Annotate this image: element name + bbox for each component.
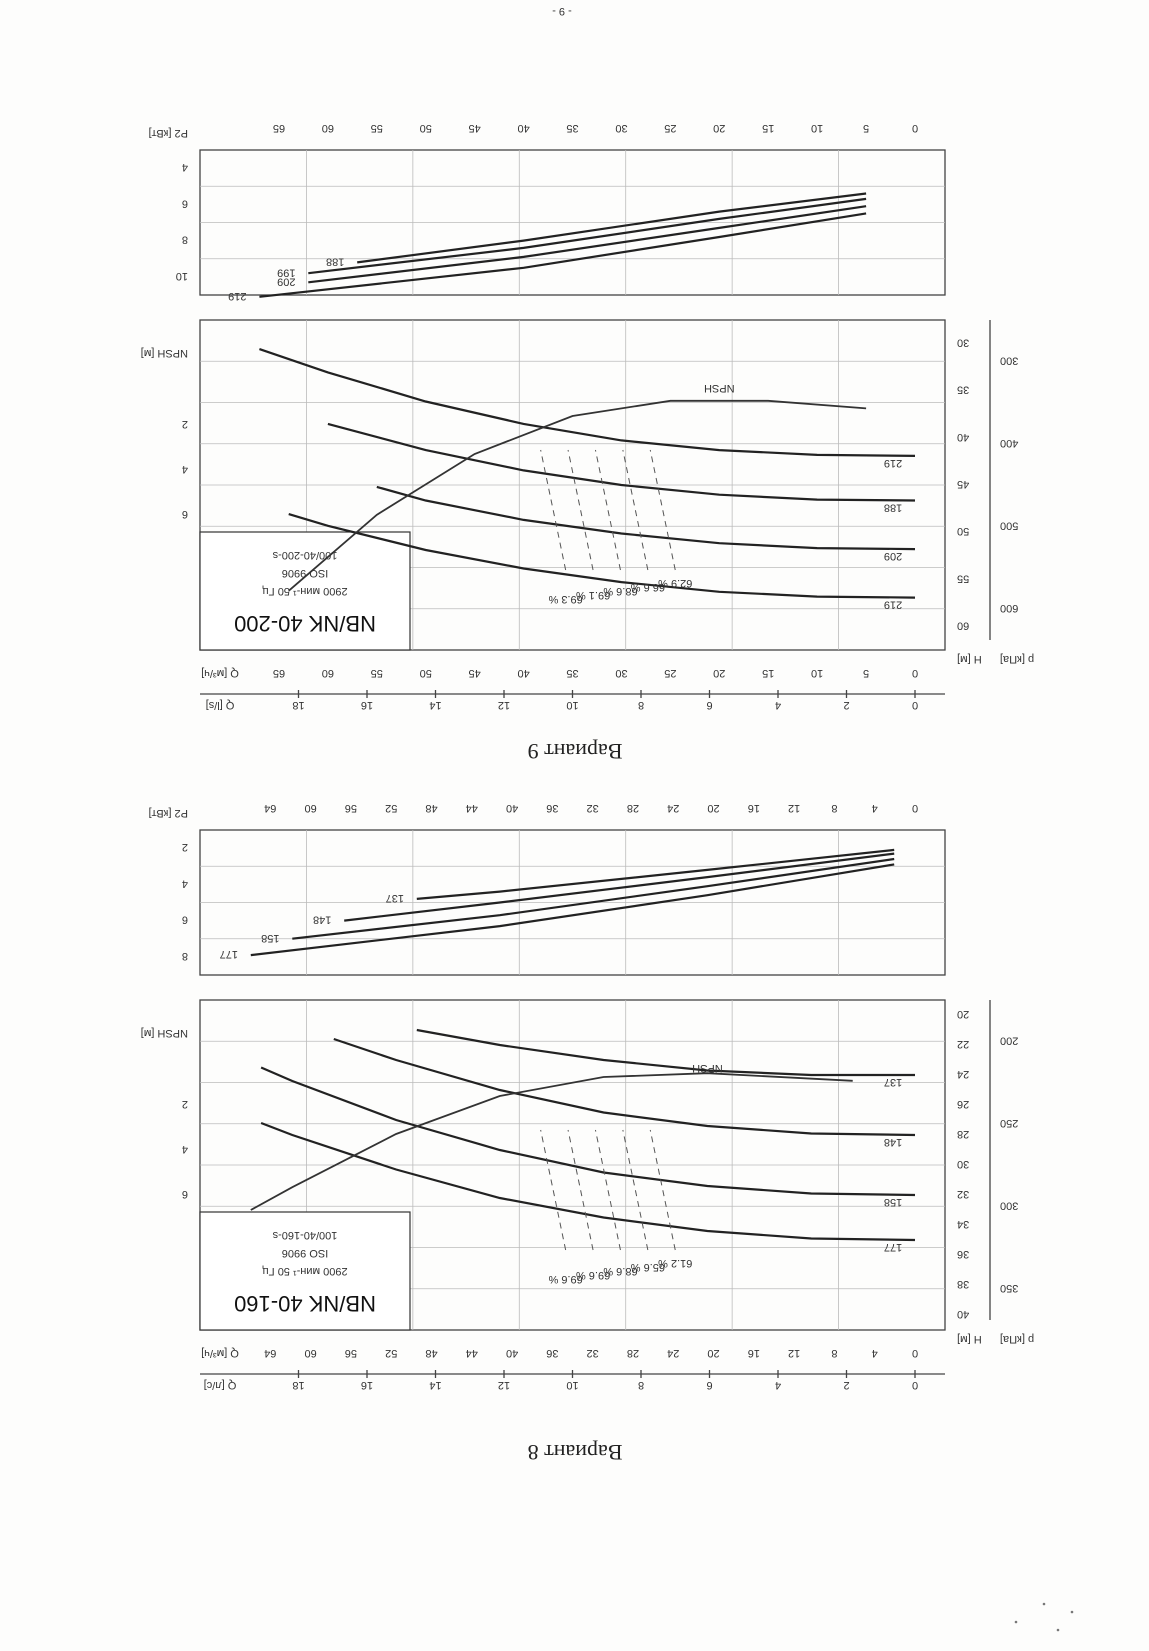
h-axis-label: H [м] xyxy=(957,1333,982,1345)
h-tick: 20 xyxy=(957,1008,970,1020)
power-curve-label: 219 xyxy=(228,289,247,302)
npsh-tick: 2 xyxy=(181,1098,188,1110)
p-tick: 350 xyxy=(1000,1281,1019,1294)
scan-speck xyxy=(1057,1629,1060,1632)
q-ls-tick: 2 xyxy=(843,699,850,711)
head-curve-label: 158 xyxy=(883,1196,903,1208)
p2-axis-label: P2 [кВт] xyxy=(148,127,188,139)
p-tick: 250 xyxy=(1000,1116,1019,1129)
efficiency-line xyxy=(650,450,675,570)
q-m3h-tick: 32 xyxy=(586,1347,599,1359)
q-m3h-tick-lower: 12 xyxy=(787,802,801,814)
q-m3h-tick: 30 xyxy=(615,667,628,679)
h-tick: 40 xyxy=(957,1308,970,1320)
h-tick: 24 xyxy=(957,1068,970,1080)
p-tick: 200 xyxy=(1000,1034,1019,1047)
power-curve-label: 158 xyxy=(261,931,280,944)
efficiency-label: 62.9 % xyxy=(658,577,693,589)
efficiency-label: 68.6 % xyxy=(603,585,638,597)
q-m3h-tick: 45 xyxy=(468,667,481,679)
efficiency-line xyxy=(541,450,566,570)
q-m3h-axis-label: Q [м³/ч] xyxy=(201,667,239,679)
npsh-axis-label: NPSH [м] xyxy=(140,1027,188,1039)
efficiency-line xyxy=(568,1130,593,1250)
head-curve xyxy=(377,487,915,549)
p-tick: 600 xyxy=(1000,601,1019,614)
q-m3h-tick-lower: 65 xyxy=(272,122,286,134)
chart-info-line: ISO 9906 xyxy=(281,1247,329,1259)
q-ls-tick: 10 xyxy=(566,1379,579,1391)
q-m3h-tick-lower: 40 xyxy=(505,802,519,814)
variant8-caption xyxy=(528,1440,623,1465)
q-ls-axis-label: Q [l/s] xyxy=(205,699,235,711)
page-number-text: - 9 - xyxy=(552,5,572,17)
npsh-tick: 6 xyxy=(181,508,188,520)
q-m3h-tick: 4 xyxy=(871,1347,878,1359)
q-m3h-tick-lower: 8 xyxy=(831,802,838,814)
p-tick: 300 xyxy=(1000,1199,1019,1212)
chart-info-line: 100/40-160-s xyxy=(272,1229,338,1241)
chart-info-line: ISO 9906 xyxy=(281,567,329,579)
q-m3h-tick: 20 xyxy=(707,1347,720,1359)
q-m3h-tick: 44 xyxy=(465,1347,478,1359)
efficiency-line xyxy=(541,1130,566,1250)
q-m3h-tick-lower: 15 xyxy=(762,122,775,134)
q-m3h-tick: 15 xyxy=(762,667,775,679)
q-m3h-tick: 40 xyxy=(505,1347,519,1359)
q-m3h-tick-lower: 56 xyxy=(344,802,358,814)
chart-info-line: 2900 мин-¹ 50 Гц xyxy=(262,1265,348,1277)
power-curve-label: 177 xyxy=(219,948,238,961)
h-tick: 45 xyxy=(957,478,970,490)
q-ls-tick: 18 xyxy=(292,699,305,711)
power-curve xyxy=(292,859,894,939)
p2-tick: 6 xyxy=(181,913,188,926)
head-curve-label: 219 xyxy=(883,598,903,611)
scan-speck xyxy=(1071,1611,1074,1614)
q-m3h-tick-lower: 44 xyxy=(465,802,478,814)
efficiency-label: 68.6 % xyxy=(603,1265,638,1277)
q-m3h-tick-lower: 24 xyxy=(667,802,680,814)
q-ls-axis-label: Q [л/с] xyxy=(203,1379,237,1391)
p2-tick: 4 xyxy=(181,877,188,890)
q-m3h-tick: 25 xyxy=(664,667,677,679)
efficiency-line xyxy=(650,1130,675,1250)
q-m3h-tick: 64 xyxy=(264,1347,277,1359)
p2-tick: 6 xyxy=(181,197,188,210)
q-ls-tick: 16 xyxy=(360,1379,374,1391)
q-ls-tick: 12 xyxy=(497,699,511,711)
h-tick: 55 xyxy=(957,572,970,585)
caption-text: Вариант 9 xyxy=(527,739,623,764)
h-tick: 36 xyxy=(957,1248,970,1260)
power-curve xyxy=(417,850,894,899)
q-m3h-tick: 20 xyxy=(713,667,726,679)
p2-tick: 10 xyxy=(175,269,188,282)
h-tick: 30 xyxy=(957,336,970,349)
efficiency-label: 66.6 % xyxy=(630,581,665,593)
q-ls-tick: 14 xyxy=(429,699,442,711)
power-curve xyxy=(251,864,894,955)
q-m3h-tick-lower: 52 xyxy=(385,802,398,814)
efficiency-label: 69.3 % xyxy=(548,593,583,605)
q-m3h-tick: 40 xyxy=(517,667,530,679)
npsh-curve-label: NPSH xyxy=(704,381,735,394)
npsh-tick: 2 xyxy=(181,418,188,430)
h-tick: 35 xyxy=(957,383,970,396)
h-tick: 30 xyxy=(957,1158,970,1170)
head-curve-label: 219 xyxy=(883,456,903,469)
head-curve xyxy=(328,424,915,501)
q-m3h-tick-lower: 16 xyxy=(747,802,760,814)
head-curve-label: 209 xyxy=(883,550,903,563)
power-curve xyxy=(357,194,866,263)
p2-tick: 2 xyxy=(181,841,188,854)
q-m3h-tick: 65 xyxy=(272,667,286,679)
q-m3h-tick-lower: 48 xyxy=(425,802,438,814)
h-tick: 26 xyxy=(957,1098,970,1110)
q-m3h-tick-lower: 32 xyxy=(586,802,599,814)
h-tick: 60 xyxy=(957,619,970,632)
power-curve-label: 188 xyxy=(326,255,345,268)
efficiency-line xyxy=(595,450,620,570)
variant9-caption xyxy=(528,739,623,764)
q-m3h-tick-lower: 4 xyxy=(871,802,878,814)
q-m3h-tick: 12 xyxy=(787,1347,801,1359)
q-ls-tick: 18 xyxy=(292,1379,305,1391)
efficiency-line xyxy=(623,1130,648,1250)
power-curve-label: 209 xyxy=(277,275,296,288)
q-ls-tick: 4 xyxy=(774,1379,782,1391)
q-ls-tick: 8 xyxy=(637,699,645,711)
q-m3h-tick-lower: 45 xyxy=(468,122,481,134)
power-curve-label: 148 xyxy=(312,913,332,926)
q-m3h-tick: 16 xyxy=(747,1347,760,1359)
efficiency-line xyxy=(595,1130,620,1250)
npsh-curve-label: NPSH xyxy=(692,1061,723,1074)
npsh-axis-label: NPSH [м] xyxy=(140,347,188,359)
q-m3h-tick: 0 xyxy=(911,667,919,679)
q-ls-tick: 6 xyxy=(706,1379,713,1391)
q-ls-tick: 0 xyxy=(911,699,919,711)
power-curve-label: 199 xyxy=(277,266,296,279)
chart-info-line: 2900 мин-¹ 50 Гц xyxy=(262,585,348,597)
q-ls-tick: 12 xyxy=(497,1379,511,1391)
q-m3h-tick: 8 xyxy=(831,1347,838,1359)
power-curve xyxy=(259,213,866,296)
power-curve xyxy=(344,854,894,921)
head-curve-label: 148 xyxy=(883,1136,903,1148)
q-ls-tick: 6 xyxy=(706,699,713,711)
npsh-tick: 6 xyxy=(181,1188,188,1200)
h-tick: 50 xyxy=(957,525,970,538)
chart-title: NB/NK 40-160 xyxy=(234,1291,376,1316)
p2-tick: 8 xyxy=(181,233,188,246)
head-curve xyxy=(261,1068,915,1196)
q-m3h-tick: 60 xyxy=(304,1347,317,1359)
q-m3h-tick-lower: 60 xyxy=(304,802,317,814)
q-m3h-tick-lower: 64 xyxy=(264,802,277,814)
q-m3h-tick: 24 xyxy=(667,1347,680,1359)
q-m3h-tick-lower: 25 xyxy=(664,122,677,134)
q-m3h-tick-lower: 40 xyxy=(517,122,530,134)
q-ls-tick: 14 xyxy=(429,1379,442,1391)
q-m3h-tick: 35 xyxy=(566,667,579,679)
h-tick: 22 xyxy=(957,1038,970,1050)
h-tick: 34 xyxy=(957,1218,970,1230)
p-tick: 500 xyxy=(1000,519,1019,532)
q-m3h-tick: 56 xyxy=(344,1347,358,1359)
variant9-chart xyxy=(141,122,1034,711)
efficiency-label: 61.2 % xyxy=(658,1257,693,1269)
npsh-tick: 4 xyxy=(181,463,188,475)
power-curve-label: 137 xyxy=(385,891,404,904)
q-m3h-tick-lower: 60 xyxy=(321,122,334,134)
q-m3h-tick-lower: 20 xyxy=(713,122,726,134)
q-m3h-tick-lower: 50 xyxy=(419,122,432,134)
efficiency-label: 69.6 % xyxy=(548,1273,583,1285)
caption-text: Вариант 8 xyxy=(527,1440,623,1465)
q-m3h-tick-lower: 36 xyxy=(546,802,559,814)
p-tick: 400 xyxy=(1000,436,1019,449)
q-m3h-axis-label: Q [м³/ч] xyxy=(201,1347,239,1359)
variant8-chart xyxy=(141,802,1034,1391)
head-curve xyxy=(334,1039,915,1135)
q-ls-tick: 2 xyxy=(843,1379,850,1391)
q-ls-tick: 16 xyxy=(360,699,374,711)
q-m3h-tick-lower: 10 xyxy=(811,122,824,134)
efficiency-line xyxy=(568,450,593,570)
p-axis-label: p [кПа] xyxy=(1000,1333,1035,1345)
p2-tick: 4 xyxy=(181,161,188,174)
q-m3h-tick-lower: 5 xyxy=(863,122,870,134)
q-ls-tick: 0 xyxy=(911,1379,919,1391)
q-m3h-tick-lower: 55 xyxy=(370,122,383,134)
q-m3h-tick: 48 xyxy=(425,1347,438,1359)
q-m3h-tick: 28 xyxy=(626,1347,640,1359)
q-m3h-tick: 0 xyxy=(911,1347,919,1359)
head-curve-label: 188 xyxy=(883,501,903,514)
efficiency-label: 69.6 % xyxy=(575,1269,611,1281)
p2-tick: 8 xyxy=(181,949,188,962)
q-ls-tick: 4 xyxy=(774,699,782,711)
head-curve-label: 177 xyxy=(883,1241,903,1253)
q-m3h-tick: 36 xyxy=(546,1347,559,1359)
q-m3h-tick-lower: 0 xyxy=(911,802,919,814)
efficiency-label: 65.6 % xyxy=(630,1261,665,1273)
chart-info-line: 100/40-200-s xyxy=(272,549,338,561)
q-m3h-tick-lower: 0 xyxy=(911,122,919,134)
head-curve xyxy=(417,1030,915,1075)
p-tick: 300 xyxy=(1000,354,1019,367)
h-tick: 32 xyxy=(957,1188,970,1200)
h-axis-label: H [м] xyxy=(957,653,982,665)
p-axis-label: p [кПа] xyxy=(1000,653,1035,665)
q-m3h-tick-lower: 30 xyxy=(615,122,628,134)
efficiency-label: 69.1 % xyxy=(575,589,611,601)
h-tick: 28 xyxy=(957,1128,970,1140)
q-ls-tick: 8 xyxy=(637,1379,645,1391)
scan-speck xyxy=(1043,1603,1046,1606)
q-m3h-tick: 50 xyxy=(419,667,432,679)
p2-axis-label: P2 [кВт] xyxy=(148,807,188,819)
efficiency-line xyxy=(623,450,648,570)
chart-title: NB/NK 40-200 xyxy=(234,611,376,636)
q-m3h-tick-lower: 35 xyxy=(566,122,579,134)
q-ls-tick: 10 xyxy=(566,699,579,711)
scan-speck xyxy=(1015,1621,1018,1624)
power-curve xyxy=(308,206,866,282)
power-curve xyxy=(308,199,866,273)
q-m3h-tick: 52 xyxy=(385,1347,398,1359)
q-m3h-tick: 55 xyxy=(370,667,383,679)
q-m3h-tick-lower: 20 xyxy=(707,802,720,814)
npsh-tick: 4 xyxy=(181,1143,188,1155)
head-curve-label: 137 xyxy=(883,1076,903,1088)
q-m3h-tick: 5 xyxy=(863,667,870,679)
q-m3h-tick: 10 xyxy=(811,667,824,679)
h-tick: 38 xyxy=(957,1278,970,1290)
h-tick: 40 xyxy=(957,430,970,443)
q-m3h-tick: 60 xyxy=(321,667,334,679)
page-number-mark xyxy=(552,5,572,17)
q-m3h-tick-lower: 28 xyxy=(626,802,640,814)
